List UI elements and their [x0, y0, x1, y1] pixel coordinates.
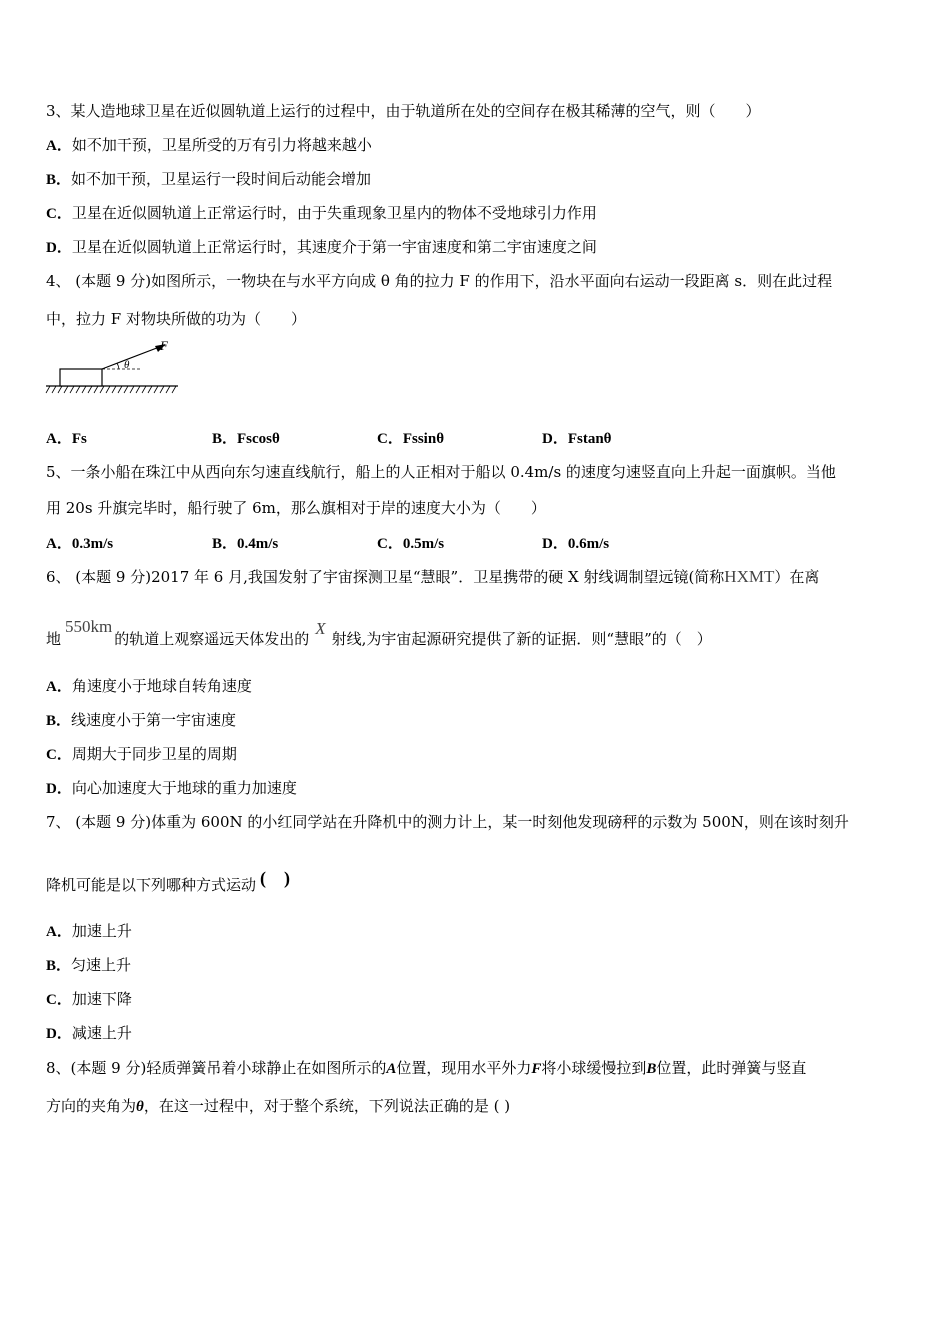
q7-stem-line2: 降机可能是以下列哪种方式运动 ( ): [46, 868, 291, 894]
q5-option-c: C．0.5m/s: [377, 536, 445, 552]
q4-stem-line2: 中，拉力 F 对物块所做的功为（ ）: [46, 310, 306, 328]
q8-stem-line2: 方向的夹角为θ，在这一过程中，对于整个系统，下列说法正确的是 ( ): [46, 1097, 511, 1115]
q5-option-b: B．0.4m/s: [212, 536, 279, 552]
q8-stem-line1: 8、(本题 9 分)轻质弹簧吊着小球静止在如图所示的A位置，现用水平外力F将小球缓慢拉到B位置，此时弹簧与竖直: [46, 1059, 807, 1077]
q4-option-b: B．Fscosθ: [212, 431, 280, 447]
q7-option-c: C．加速下降: [46, 990, 132, 1008]
q7-option-a: A．加速上升: [46, 922, 132, 940]
q3-option-d: D．卫星在近似圆轨道上正常运行时，其速度介于第一宇宙速度和第二宇宙速度之间: [46, 238, 597, 256]
q7-option-d: D．减速上升: [46, 1024, 132, 1042]
q7-option-b: B．匀速上升: [46, 956, 132, 974]
q4-angle-label: θ: [124, 359, 130, 371]
q6-option-a: A．角速度小于地球自转角速度: [46, 677, 252, 695]
q7-answer-paren: ( ): [260, 868, 291, 888]
q3-option-b: B．如不加干预，卫星运行一段时间后动能会增加: [46, 170, 372, 188]
q5-stem-line1: 5、一条小船在珠江中从西向东匀速直线航行，船上的人正相对于船以 0.4m/s 的速度匀速竖直向上升起一面旗帜。当他: [46, 463, 836, 481]
q3-option-a: A．如不加干预，卫星所受的万有引力将越来越小: [46, 136, 372, 154]
q5-option-a: A．0.3m/s: [46, 536, 114, 552]
q4-option-a: A．Fs: [46, 431, 87, 447]
q6-option-d: D．向心加速度大于地球的重力加速度: [46, 779, 297, 797]
q7-stem-line1: 7、 (本题 9 分)体重为 600N 的小红同学站在升降机中的测力计上，某一时刻他发现磅秤的示数为 500N，则在该时刻升: [46, 813, 849, 831]
q4-force-label: F: [160, 338, 168, 353]
q5-stem-line2: 用 20s 升旗完毕时，船行驶了 6m，那么旗相对于岸的速度大小为（ ）: [46, 499, 546, 517]
q6-height: 550km: [65, 617, 113, 636]
q6-abbr-hxmt: HXMT: [724, 567, 775, 586]
q6-stem-line2: 地550km的轨道上观察遥远天体发出的X射线,为宇宙起源研究提供了新的证据．则“慧眼”的（ ）: [46, 617, 712, 648]
q4-option-c: C．Fssinθ: [377, 431, 445, 447]
q4-stem-line1: 4、 (本题 9 分)如图所示，一物块在与水平方向成 θ 角的拉力 F 的作用下，沿水平面向右运动一段距离 s．则在此过程: [46, 272, 833, 290]
q4-option-d: D．Fstanθ: [542, 431, 612, 447]
q3-option-c: C．卫星在近似圆轨道上正常运行时，由于失重现象卫星内的物体不受地球引力作用: [46, 204, 597, 222]
q3-stem: 3、某人造地球卫星在近似圆轨道上运行的过程中，由于轨道所在处的空间存在极其稀薄的空气，则（ ）: [46, 102, 761, 120]
q5-option-d: D．0.6m/s: [542, 536, 610, 552]
q4-figure-block-on-ground: [44, 338, 180, 400]
q6-option-b: B．线速度小于第一宇宙速度: [46, 711, 237, 729]
q6-option-c: C．周期大于同步卫星的周期: [46, 745, 237, 763]
q6-x-symbol: X: [315, 619, 326, 638]
q6-stem-line1: 6、 (本题 9 分)2017 年 6 月,我国发射了宇宙探测卫星“慧眼”．卫星携带的硬 X 射线调制望远镜(简称HXMT）在离: [46, 567, 820, 586]
q4-block: [60, 369, 102, 386]
